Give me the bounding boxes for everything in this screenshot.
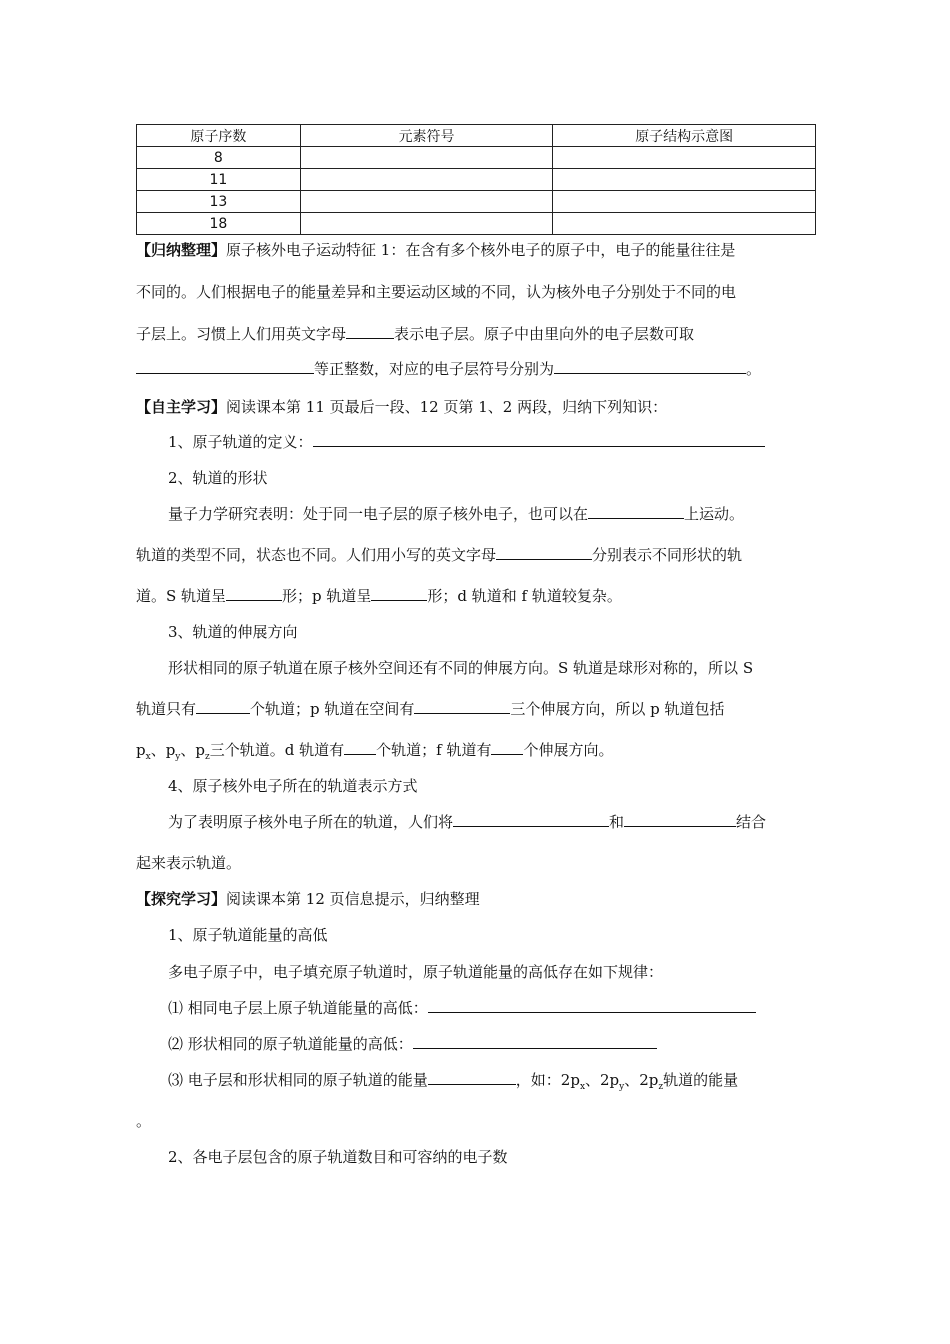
paragraph-text: p bbox=[136, 741, 146, 759]
rule-text: 、2p bbox=[624, 1071, 659, 1089]
table-row bbox=[137, 191, 816, 213]
subscript: z bbox=[658, 1082, 664, 1092]
subscript: x bbox=[145, 752, 151, 762]
blank-rule-3[interactable] bbox=[428, 1070, 516, 1085]
summary-text: 子层上。习惯上人们用英文字母 bbox=[136, 325, 347, 343]
paragraph-line bbox=[136, 698, 725, 720]
blank-shell-symbols[interactable] bbox=[554, 359, 746, 374]
header-element-symbol: 元素符号 bbox=[300, 125, 553, 147]
summary-text: 表示电子层。原子中由里向外的电子层数可取 bbox=[394, 325, 695, 343]
subscript: y bbox=[175, 752, 181, 762]
rule-3-line bbox=[168, 1069, 738, 1098]
paragraph-text: 形；p 轨道呈 bbox=[282, 587, 372, 605]
paragraph-text: 、p bbox=[180, 741, 205, 759]
blank-s-count[interactable] bbox=[196, 699, 250, 714]
rule-text: ，如：2p bbox=[515, 1071, 580, 1089]
table-cell[interactable] bbox=[553, 169, 816, 191]
blank-rule-1[interactable] bbox=[428, 998, 756, 1013]
paragraph-text: 形；d 轨道和 f 轨道较复杂。 bbox=[427, 587, 622, 605]
rule-3-end: 。 bbox=[136, 1112, 152, 1130]
atom-structure-table bbox=[136, 124, 816, 235]
subscript: z bbox=[205, 752, 210, 762]
paragraph-text: 结合 bbox=[736, 813, 767, 831]
blank-notation-part-1[interactable] bbox=[453, 812, 609, 827]
section-tag-self-study: 【自主学习】 bbox=[136, 398, 227, 416]
rule-text: ⑵ 形状相同的原子轨道能量的高低： bbox=[168, 1035, 413, 1053]
summary-line-1 bbox=[136, 239, 816, 261]
rule-2-line bbox=[168, 1033, 657, 1055]
section-tag-inquiry: 【探究学习】 bbox=[136, 890, 227, 908]
paragraph-text: 轨道只有 bbox=[136, 700, 197, 718]
item-text: 1、原子轨道的定义： bbox=[168, 433, 313, 451]
blank-motion-region[interactable] bbox=[588, 504, 684, 519]
table-cell[interactable] bbox=[553, 213, 816, 235]
paragraph-text: 和 bbox=[609, 813, 625, 831]
paragraph-text: 为了表明原子核外电子所在的轨道，人们将 bbox=[168, 813, 454, 831]
paragraph-line bbox=[168, 811, 766, 833]
item-3-orbital-orientation: 3、轨道的伸展方向 bbox=[168, 623, 298, 641]
rule-1-line bbox=[168, 997, 756, 1019]
rule-text: 轨道的能量 bbox=[663, 1071, 739, 1089]
header-atomic-number: 原子序数 bbox=[137, 125, 301, 147]
blank-p-directions[interactable] bbox=[414, 699, 510, 714]
blank-notation-part-2[interactable] bbox=[624, 812, 736, 827]
paragraph-text: 道。S 轨道呈 bbox=[136, 587, 227, 605]
rule-text: 、2p bbox=[585, 1071, 620, 1089]
table-cell[interactable] bbox=[300, 213, 553, 235]
paragraph-text: 分别表示不同形状的轨 bbox=[592, 546, 743, 564]
self-study-intro: 阅读课本第 11 页最后一段、12 页第 1、2 两段，归纳下列知识： bbox=[226, 398, 668, 416]
table-cell: 18 bbox=[137, 213, 301, 235]
table-cell: 8 bbox=[137, 147, 301, 169]
summary-text: 。 bbox=[746, 360, 762, 378]
blank-shell-numbers[interactable] bbox=[136, 359, 314, 374]
item-4-orbital-notation: 4、原子核外电子所在的轨道表示方式 bbox=[168, 777, 418, 795]
blank-orbital-letters[interactable] bbox=[496, 545, 592, 560]
inquiry-heading bbox=[136, 888, 480, 910]
inquiry-item-1: 1、原子轨道能量的高低 bbox=[168, 926, 328, 944]
table-cell[interactable] bbox=[300, 169, 553, 191]
paragraph-text: 个轨道；p 轨道在空间有 bbox=[250, 700, 415, 718]
paragraph-line: 形状相同的原子轨道在原子核外空间还有不同的伸展方向。S 轨道是球形对称的，所以 S bbox=[168, 659, 754, 677]
self-study-heading bbox=[136, 396, 667, 418]
paragraph-line: 起来表示轨道。 bbox=[136, 854, 242, 872]
paragraph-text: 量子力学研究表明：处于同一电子层的原子核外电子，也可以在 bbox=[168, 505, 589, 523]
table-cell: 11 bbox=[137, 169, 301, 191]
blank-s-shape[interactable] bbox=[226, 586, 282, 601]
paragraph-line bbox=[136, 739, 613, 768]
table-cell[interactable] bbox=[300, 191, 553, 213]
header-structure-diagram: 原子结构示意图 bbox=[553, 125, 816, 147]
table-header-row bbox=[137, 125, 816, 147]
paragraph-line bbox=[136, 544, 742, 566]
table-cell[interactable] bbox=[300, 147, 553, 169]
summary-line-4 bbox=[136, 358, 761, 380]
table-row bbox=[137, 147, 816, 169]
paragraph-text: 三个轨道。d 轨道有 bbox=[209, 741, 345, 759]
blank-shell-letter[interactable] bbox=[346, 324, 394, 339]
paragraph-text: 轨道的类型不同，状态也不同。人们用小写的英文字母 bbox=[136, 546, 497, 564]
blank-rule-2[interactable] bbox=[413, 1034, 657, 1049]
table-row bbox=[137, 213, 816, 235]
summary-line-3 bbox=[136, 323, 694, 345]
table-cell[interactable] bbox=[553, 191, 816, 213]
section-tag-summary: 【归纳整理】 bbox=[136, 241, 227, 259]
paragraph-text: 个轨道；f 轨道有 bbox=[376, 741, 492, 759]
paragraph-text: 三个伸展方向，所以 p 轨道包括 bbox=[510, 700, 725, 718]
subscript: y bbox=[619, 1082, 625, 1092]
paragraph-line bbox=[168, 503, 744, 525]
paragraph-line bbox=[136, 585, 622, 607]
summary-line-2: 不同的。人们根据电子的能量差异和主要运动区域的不同，认为核外电子分别处于不同的电 bbox=[136, 283, 737, 301]
subscript: x bbox=[579, 1082, 586, 1092]
summary-text: 等正整数，对应的电子层符号分别为 bbox=[314, 360, 555, 378]
summary-text: 原子核外电子运动特征 1：在含有多个核外电子的原子中，电子的能量往往是 bbox=[226, 241, 736, 259]
blank-orbital-definition[interactable] bbox=[313, 432, 765, 447]
item-1-orbital-definition bbox=[168, 431, 765, 453]
table-row bbox=[137, 169, 816, 191]
blank-d-count[interactable] bbox=[344, 740, 376, 755]
item-2-orbital-shape: 2、轨道的形状 bbox=[168, 469, 268, 487]
table-cell: 13 bbox=[137, 191, 301, 213]
rule-text: ⑶ 电子层和形状相同的原子轨道的能量 bbox=[168, 1071, 428, 1089]
table-cell[interactable] bbox=[553, 147, 816, 169]
paragraph-text: 个伸展方向。 bbox=[523, 741, 614, 759]
paragraph-line: 多电子原子中，电子填充原子轨道时，原子轨道能量的高低存在如下规律： bbox=[168, 963, 664, 981]
inquiry-item-2: 2、各电子层包含的原子轨道数目和可容纳的电子数 bbox=[168, 1148, 508, 1166]
blank-f-count[interactable] bbox=[491, 740, 523, 755]
blank-p-shape[interactable] bbox=[371, 586, 427, 601]
inquiry-intro: 阅读课本第 12 页信息提示，归纳整理 bbox=[226, 890, 480, 908]
rule-text: ⑴ 相同电子层上原子轨道能量的高低： bbox=[168, 999, 428, 1017]
paragraph-text: 上运动。 bbox=[684, 505, 745, 523]
paragraph-text: 、p bbox=[150, 741, 176, 759]
